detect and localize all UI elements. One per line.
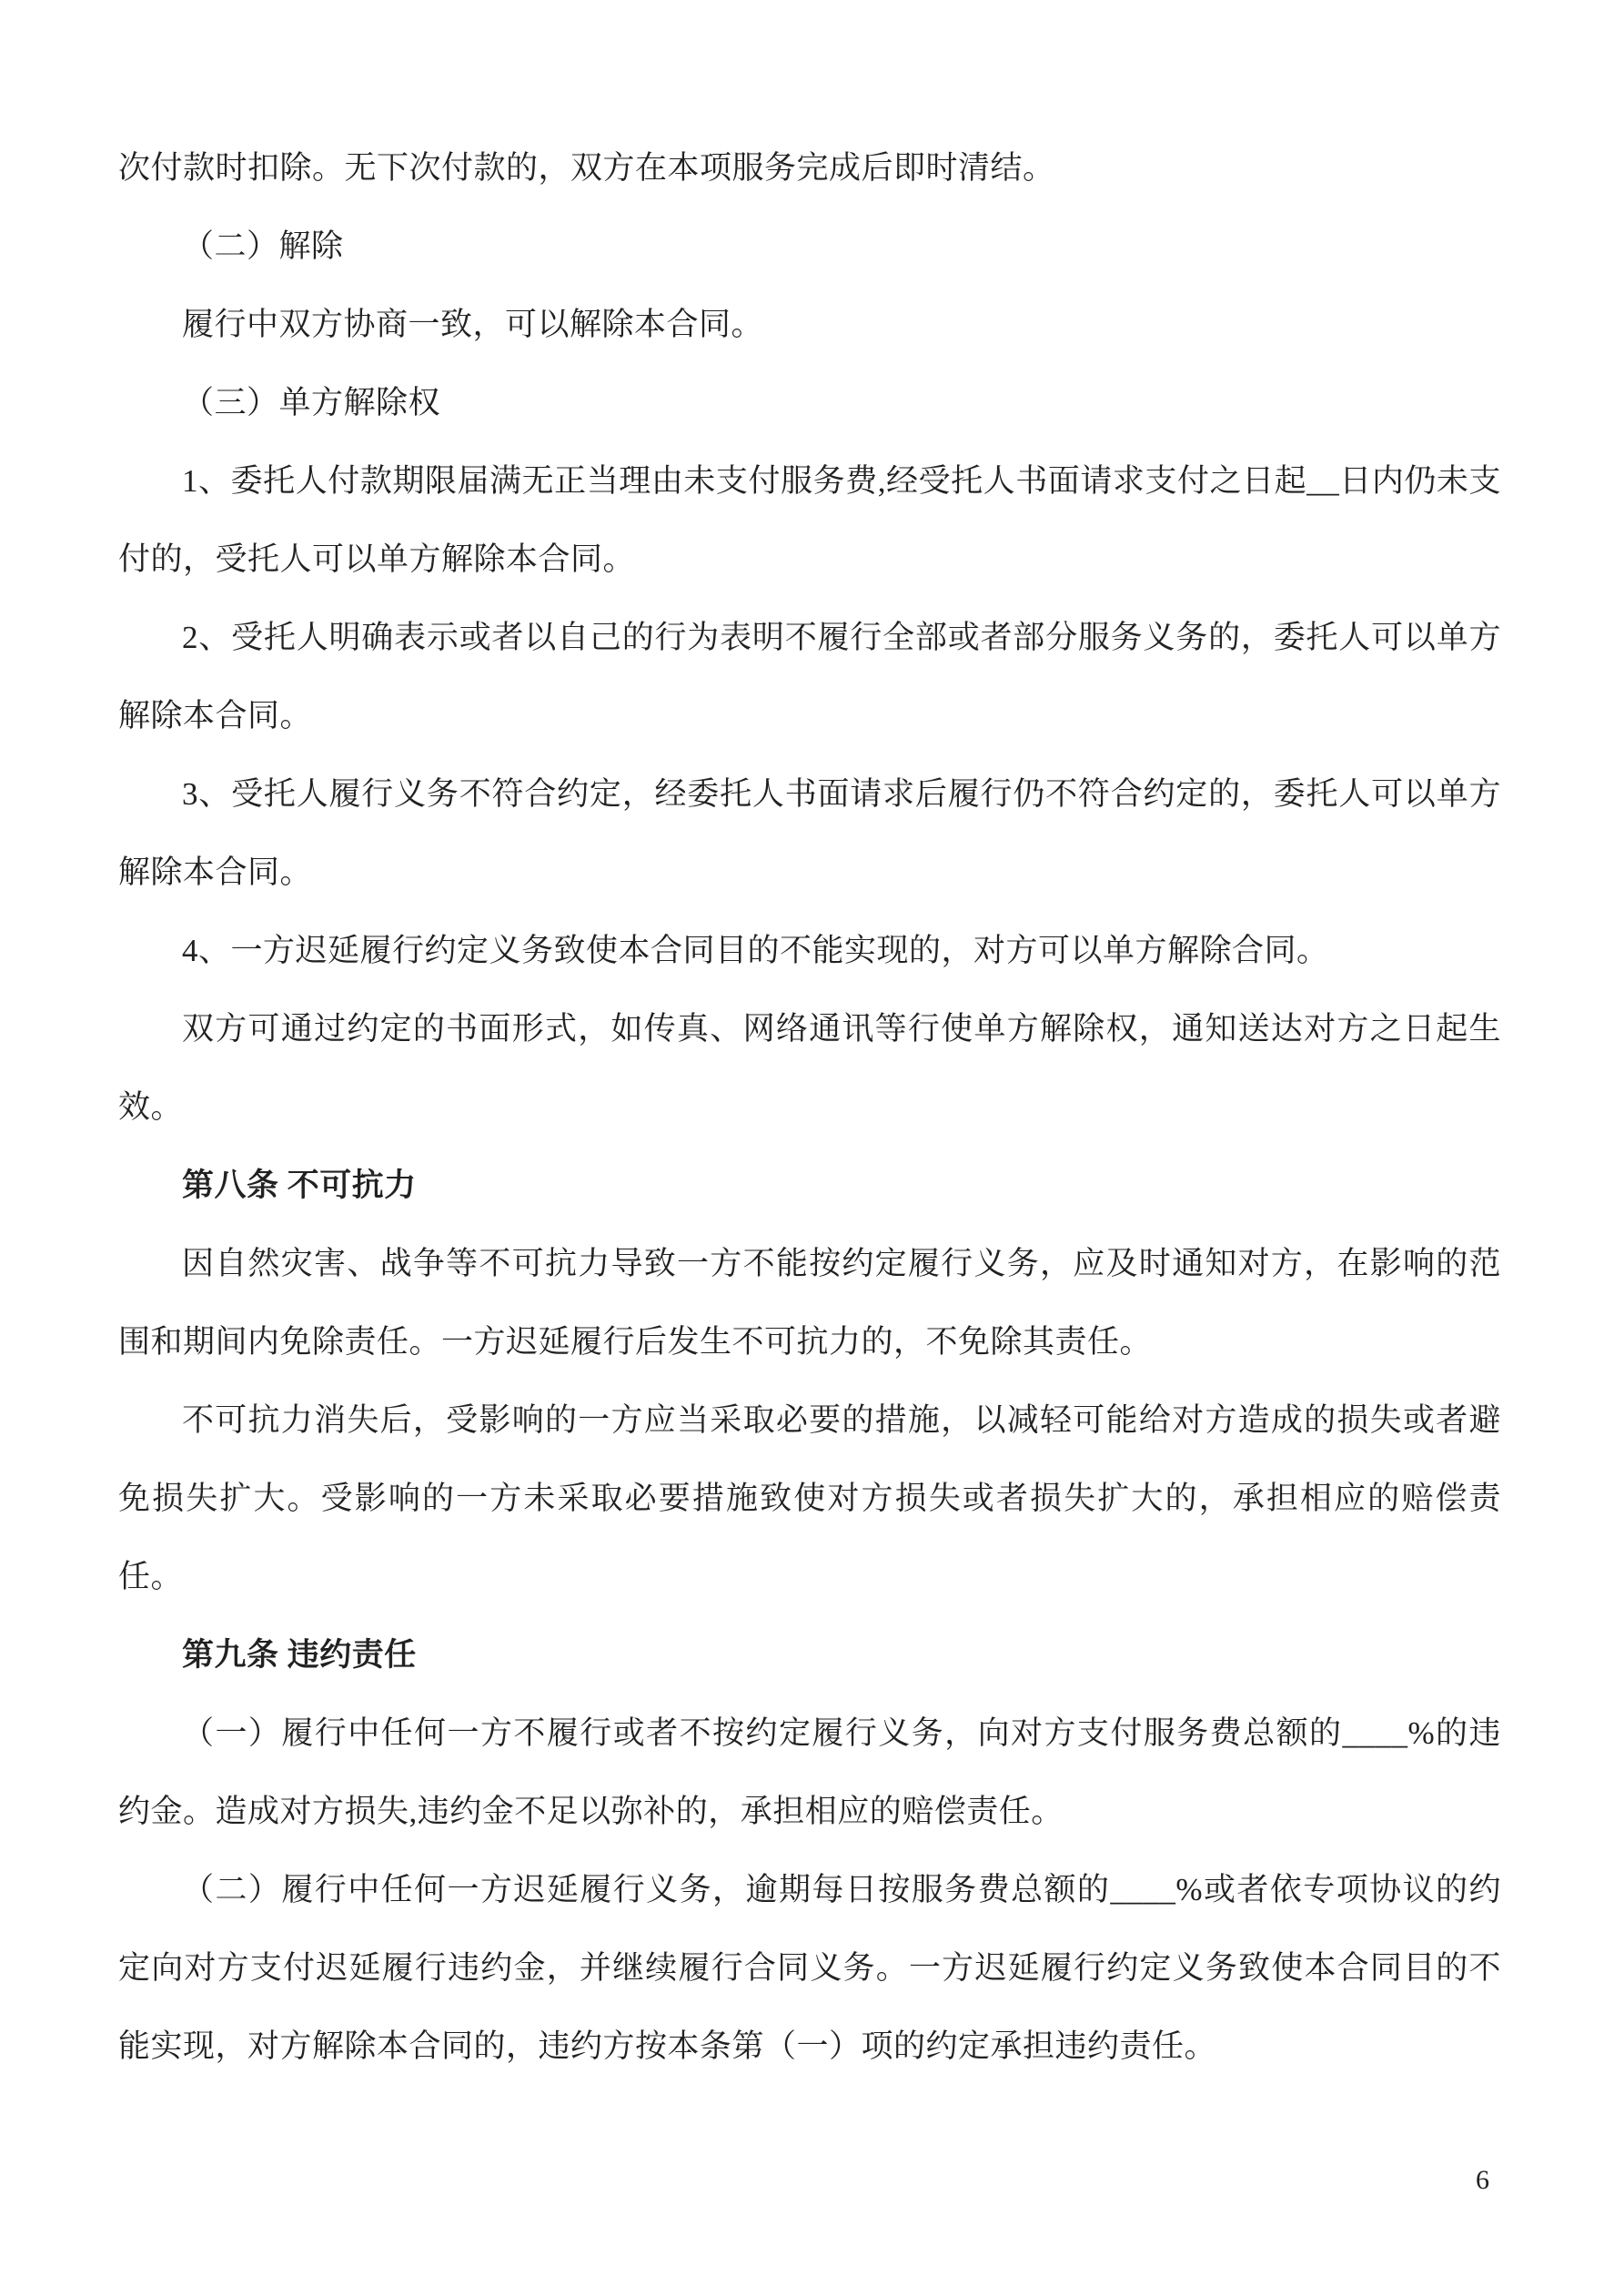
contract-paragraph: 因自然灾害、战争等不可抗力导致一方不能按约定履行义务，应及时通知对方，在影响的范围和期间内免除责任。一方迟延履行后发生不可抗力的，不免除其责任。	[118, 1246, 1501, 1360]
contract-paragraph: 履行中双方协商一致，可以解除本合同。	[182, 307, 764, 342]
contract-paragraph-continuation: 次付款时扣除。无下次付款的，双方在本项服务完成后即时清结。	[118, 150, 1055, 186]
contract-clause-item: （二）履行中任何一方迟延履行义务，逾期每日按服务费总额的____%或者依专项协议的约定向对方支付迟延履行违约金，并继续履行合同义务。一方迟延履行约定义务致使本合同目的不能实现，对方解除本合同的，违约方按本条第（一）项的约定承担违约责任。	[118, 1872, 1501, 2064]
contract-clause-item: （一）履行中任何一方不履行或者不按约定履行义务，向对方支付服务费总额的____%的违约金。造成对方损失,违约金不足以弥补的，承担相应的赔偿责任。	[118, 1715, 1501, 1829]
contract-numbered-item: 3、受托人履行义务不符合约定，经委托人书面请求后履行仍不符合约定的，委托人可以单方解除本合同。	[118, 776, 1501, 890]
article-heading-force-majeure: 第八条 不可抗力	[182, 1168, 417, 1203]
contract-clause-item: （二）解除	[182, 228, 344, 264]
contract-numbered-item: 4、一方迟延履行约定义务致使本合同目的不能实现的，对方可以单方解除合同。	[182, 933, 1329, 968]
article-heading-breach-liability: 第九条 违约责任	[182, 1637, 417, 1673]
contract-numbered-item: 1、委托人付款期限届满无正当理由未支付服务费,经受托人书面请求支付之日起__日内仍未支付的，受托人可以单方解除本合同。	[118, 463, 1501, 577]
contract-numbered-item: 2、受托人明确表示或者以自己的行为表明不履行全部或者部分服务义务的，委托人可以单方解除本合同。	[118, 620, 1501, 733]
contract-clause-item: （三）单方解除权	[182, 385, 441, 420]
page-number: 6	[1476, 2165, 1489, 2195]
contract-paragraph: 不可抗力消失后，受影响的一方应当采取必要的措施，以减轻可能给对方造成的损失或者避免损失扩大。受影响的一方未采取必要措施致使对方损失或者损失扩大的，承担相应的赔偿责任。	[118, 1402, 1501, 1594]
document-body	[118, 129, 1501, 2086]
contract-paragraph: 双方可通过约定的书面形式，如传真、网络通讯等行使单方解除权，通知送达对方之日起生效。	[118, 1011, 1501, 1125]
